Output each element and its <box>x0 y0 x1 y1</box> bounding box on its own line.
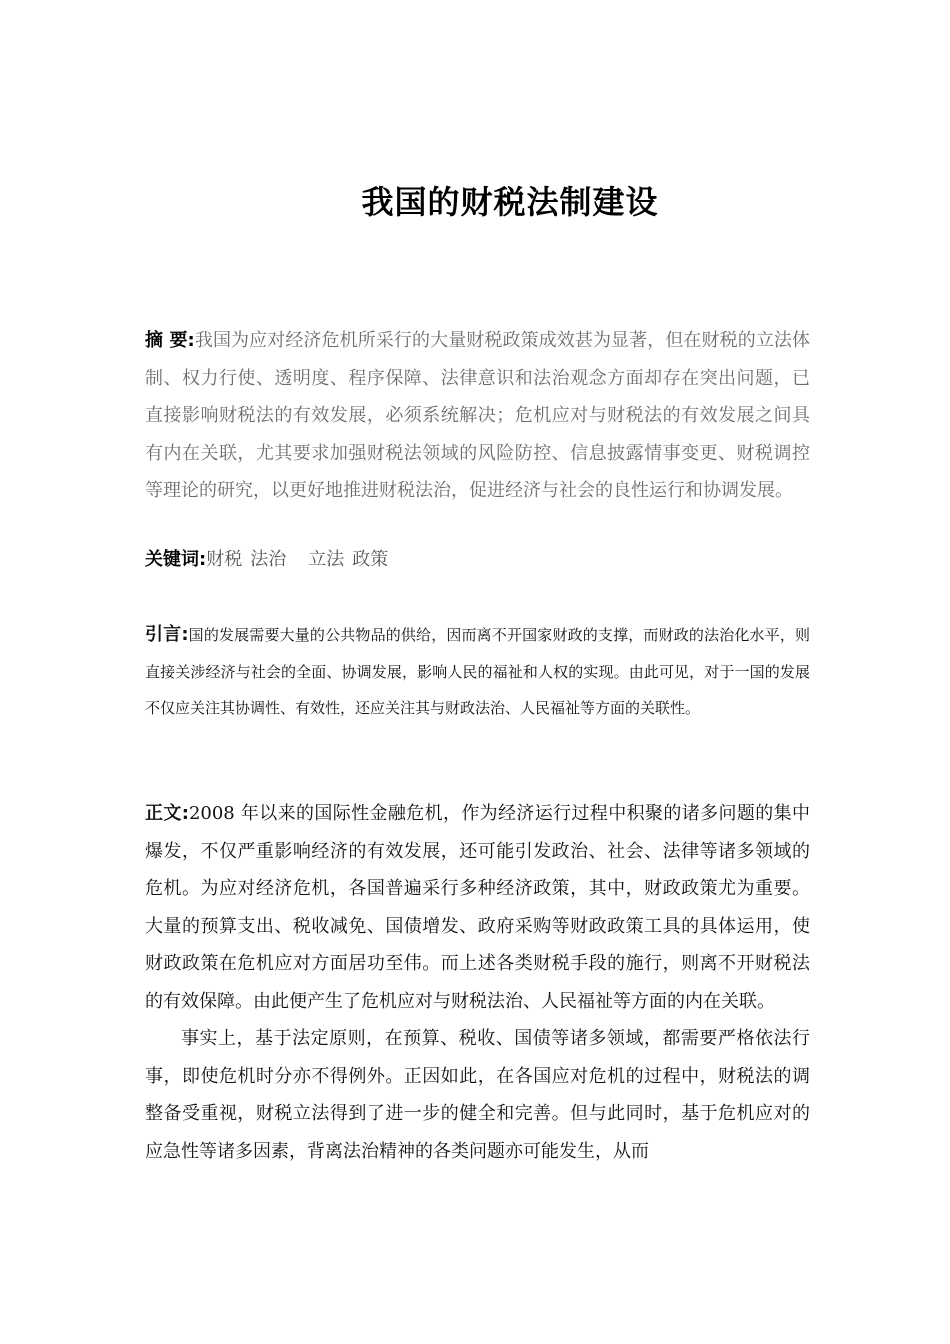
body-paragraph-text: 事实上，基于法定原则，在预算、税收、国债等诸多领域，都需要严格依法行事，即使危机时分亦不得例外。正因如此，在各国应对危机的过程中，财税法的调整备受重视，财税立法得到了进一步的健全和完善。但与此同时，基于危机应对的应急性等诸多因素，背离法治精神的各类问题亦可能发生，从而 <box>145 1028 810 1162</box>
intro-label: 引言: <box>145 624 189 645</box>
body-paragraph <box>145 795 810 1020</box>
intro-section <box>145 617 810 727</box>
abstract-text: 我国为应对经济危机所采行的大量财税政策成效甚为显著，但在财税的立法体制、权力行使、透明度、程序保障、法律意识和法治观念方面却存在突出问题，已直接影响财税法的有效发展，必须系统解决；危机应对与财税法的有效发展之间具有内在关联，尤其要求加强财税法领域的风险防控、信息披露情事变更、财税调控等理论的研究，以更好地推进财税法治，促进经济与社会的良性运行和协调发展。 <box>145 330 811 501</box>
body-label: 正文: <box>145 803 189 824</box>
body-paragraph <box>145 1020 810 1170</box>
page-title: 我国的财税法制建设 <box>361 183 659 221</box>
keywords-section <box>145 542 810 578</box>
keyword-item: 政策 <box>352 549 389 570</box>
body-paragraph-text: 2008 年以来的国际性金融危机，作为经济运行过程中积聚的诸多问题的集中爆发，不仅严重影响经济的有效发展，还可能引发政治、社会、法律等诸多领域的危机。为应对经济危机，各国普遍采行多种经济政策，其中，财政政策尤为重要。大量的预算支出、税收减免、国债增发、政府采购等财政政策工具的具体运用，使财政政策在危机应对方面居功至伟。而上述各类财税手段的施行，则离不开财税法的有效保障。由此便产生了危机应对与财税法治、人民福祉等方面的内在关联。 <box>145 803 811 1012</box>
body-section <box>145 795 810 1170</box>
keywords-label: 关键词: <box>145 549 207 570</box>
keyword-item: 财税 <box>206 549 243 570</box>
abstract-section <box>145 322 810 510</box>
intro-text: 国的发展需要大量的公共物品的供给，因而离不开国家财政的支撑，而财政的法治化水平，则直接关涉经济与社会的全面、协调发展，影响人民的福祉和人权的实现。由此可见，对于一国的发展不仅应关注其协调性、有效性，还应关注其与财政法治、人民福祉等方面的关联性。 <box>145 626 810 717</box>
keyword-item: 法治 <box>250 549 287 570</box>
abstract-label: 摘 要: <box>145 330 195 351</box>
keyword-item: 立法 <box>308 549 345 570</box>
